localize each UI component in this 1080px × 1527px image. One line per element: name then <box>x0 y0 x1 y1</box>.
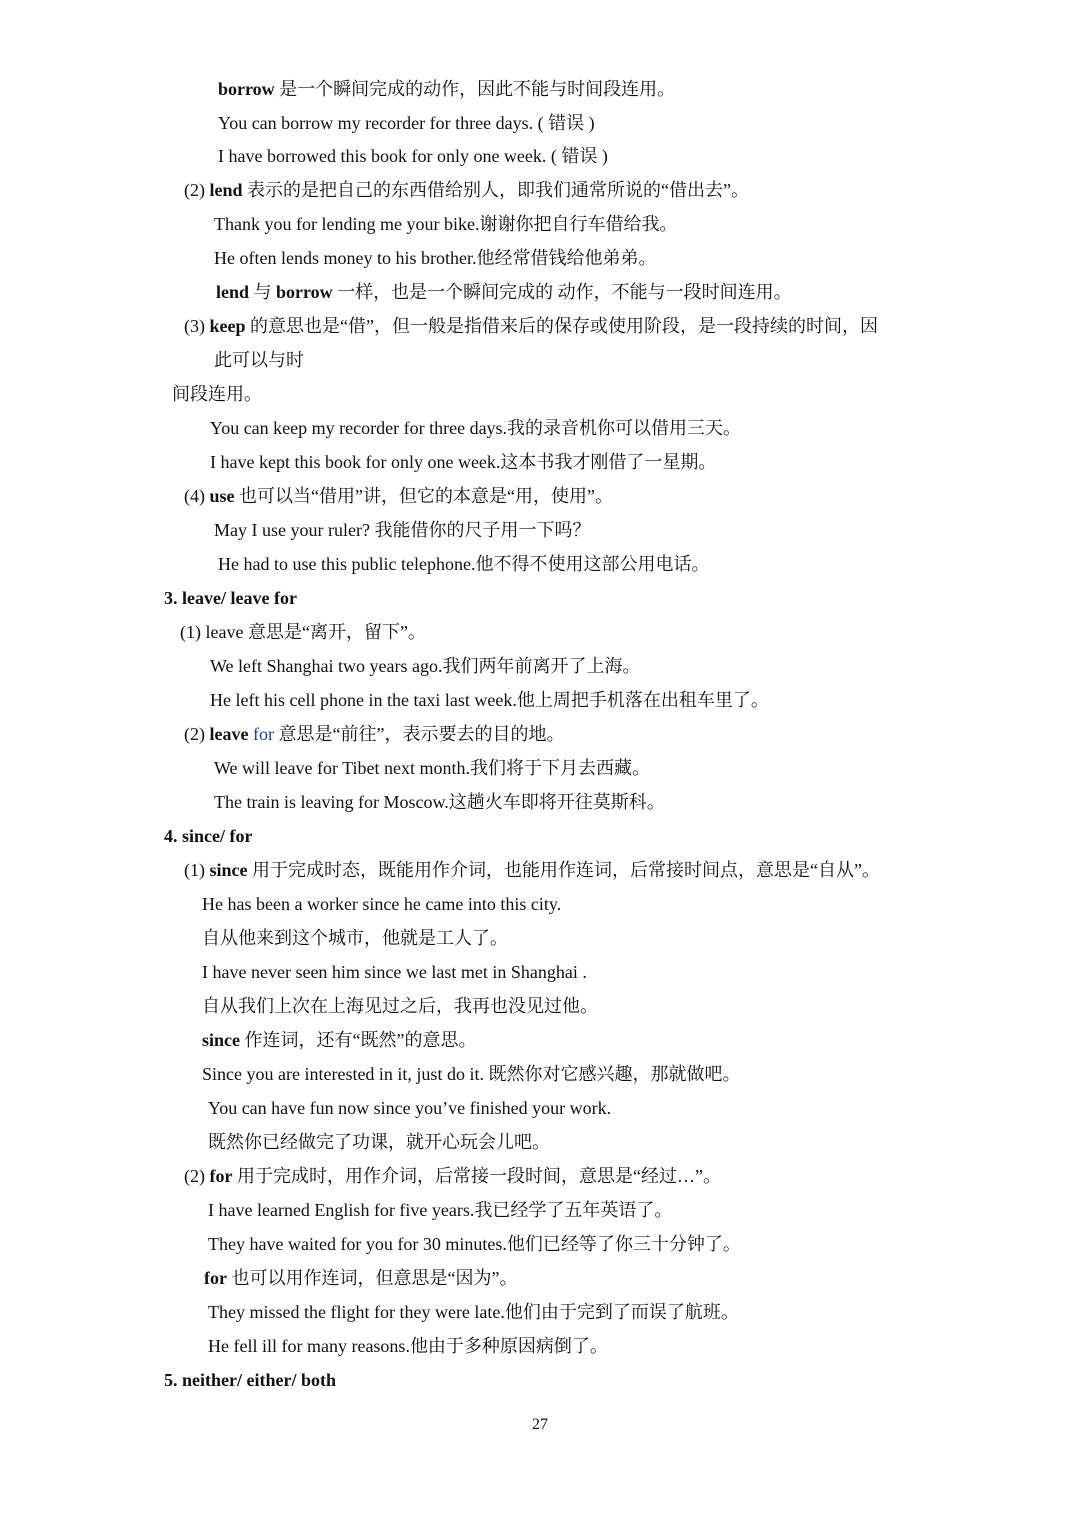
text-line <box>184 1163 721 1189</box>
text-segment: We will leave for Tibet next month.我们将于下月去西藏。 <box>214 758 651 778</box>
text-line <box>172 381 262 407</box>
text-segment: He often lends money to his brother.他经常借钱给他弟弟。 <box>214 248 657 268</box>
text-line <box>214 789 665 815</box>
text-segment: 自从他来到这个城市，他就是工人了。 <box>202 928 508 948</box>
text-segment: 用于完成时态，既能用作介词，也能用作连词，后常接时间点，意思是“自从”。 <box>247 860 880 880</box>
text-line <box>218 143 608 169</box>
text-line <box>184 857 880 883</box>
text-line <box>218 551 709 577</box>
text-segment: 也可以当“借用”讲，但它的本意是“用，使用”。 <box>234 486 613 506</box>
text-line <box>164 585 297 611</box>
text-line <box>208 1299 739 1325</box>
text-line <box>210 415 741 441</box>
text-segment: We left Shanghai two years ago.我们两年前离开了上海。 <box>210 656 641 676</box>
page-number: 27 <box>532 1416 548 1433</box>
text-segment: (2) <box>184 1166 210 1186</box>
text-line <box>210 449 716 475</box>
text-segment: 间段连用。 <box>172 384 262 404</box>
text-line <box>202 891 561 917</box>
keyword: since <box>209 860 248 880</box>
text-line <box>214 347 304 373</box>
text-line <box>164 1367 336 1393</box>
text-line <box>218 76 675 102</box>
text-segment: 与 <box>249 282 277 302</box>
text-segment: Thank you for lending me your bike.谢谢你把自行车借给我。 <box>214 214 678 234</box>
text-line <box>218 110 595 136</box>
text-segment: You can keep my recorder for three days.我的录音机你可以借用三天。 <box>210 418 742 438</box>
text-segment: 的意思也是“借”，但一般是指借来后的保存或使用阶段，是一段持续的时间，因 <box>245 316 878 336</box>
keyword: 5. neither/ either/ both <box>164 1370 336 1390</box>
text-line <box>208 1129 550 1155</box>
text-line <box>180 619 426 645</box>
text-segment: The train is leaving for Moscow.这趟火车即将开往莫斯科。 <box>214 792 665 812</box>
keyword: borrow <box>276 282 333 302</box>
text-segment: They missed the flight for they were late.他们由于完到了而误了航班。 <box>208 1302 739 1322</box>
text-segment: 一样，也是一个瞬间完成的 动作，不能与一段时间连用。 <box>332 282 792 302</box>
text-segment: You can borrow my recorder for three days. ( 错误 ) <box>218 113 595 133</box>
text-segment: May I use your ruler? 我能借你的尺子用一下吗？ <box>214 520 591 540</box>
keyword: keep <box>209 316 246 336</box>
keyword: lend <box>216 282 250 302</box>
text-segment: 自从我们上次在上海见过之后，我再也没见过他。 <box>202 996 598 1016</box>
keyword: for <box>209 1166 233 1186</box>
text-line <box>214 211 677 237</box>
text-segment: He left his cell phone in the taxi last week.他上周把手机落在出租车里了。 <box>210 690 769 710</box>
keyword: 4. since/ for <box>164 826 253 846</box>
text-line <box>210 687 769 713</box>
text-line <box>202 993 598 1019</box>
text-segment: I have kept this book for only one week.这本书我才刚借了一星期。 <box>210 452 717 472</box>
keyword: leave <box>209 724 249 744</box>
text-segment: I have learned English for five years.我已经学了五年英语了。 <box>208 1200 673 1220</box>
text-line <box>214 755 650 781</box>
text-segment: He had to use this public telephone.他不得不使用这部公用电话。 <box>218 554 710 574</box>
text-line <box>208 1197 672 1223</box>
text-segment: 是一个瞬间完成的动作，因此不能与时间段连用。 <box>274 79 676 99</box>
text-segment: 作连词，还有“既然”的意思。 <box>240 1030 477 1050</box>
text-segment: You can have fun now since you’ve finished your work. <box>208 1098 612 1118</box>
text-segment: They have waited for you for 30 minutes.他们已经等了你三十分钟了。 <box>208 1234 741 1254</box>
text-segment: 意思是“前往”，表示要去的目的地。 <box>273 724 565 744</box>
text-segment: 表示的是把自己的东西借给别人，即我们通常所说的“借出去”。 <box>242 180 749 200</box>
text-line <box>214 517 590 543</box>
keyword: 3. leave/ leave for <box>164 588 297 608</box>
text-segment: Since you are interested in it, just do it. 既然你对它感兴趣，那就做吧。 <box>202 1064 741 1084</box>
text-segment: 既然你已经做完了功课，就开心玩会儿吧。 <box>208 1132 550 1152</box>
text-segment: (1) leave 意思是“离开，留下”。 <box>180 622 426 642</box>
text-segment: for <box>252 724 274 744</box>
text-line <box>210 653 640 679</box>
text-line <box>208 1333 608 1359</box>
text-line <box>164 823 252 849</box>
text-segment: I have never seen him since we last met in Shanghai . <box>202 962 587 982</box>
text-line <box>208 1231 741 1257</box>
text-line <box>208 1095 611 1121</box>
keyword: use <box>209 486 235 506</box>
text-segment: (2) <box>184 180 210 200</box>
text-segment: I have borrowed this book for only one week. ( 错误 ) <box>218 146 608 166</box>
text-segment: He fell ill for many reasons.他由于多种原因病倒了。 <box>208 1336 608 1356</box>
text-segment: He has been a worker since he came into this city. <box>202 894 562 914</box>
text-line <box>202 1027 476 1053</box>
text-segment: (3) <box>184 316 210 336</box>
text-segment: 也可以用作连词，但意思是“因为”。 <box>226 1268 518 1288</box>
text-line <box>184 721 564 747</box>
text-segment: (2) <box>184 724 210 744</box>
text-line <box>202 959 587 985</box>
keyword: since <box>202 1030 240 1050</box>
text-segment: 此可以与时 <box>214 350 304 370</box>
text-segment: 用于完成时，用作介词，后常接一段时间，意思是“经过…”。 <box>232 1166 721 1186</box>
text-segment: (1) <box>184 860 210 880</box>
keyword: borrow <box>218 79 275 99</box>
text-line <box>216 279 792 305</box>
text-line <box>184 313 878 339</box>
text-line <box>184 177 749 203</box>
keyword: lend <box>209 180 243 200</box>
text-segment: (4) <box>184 486 210 506</box>
text-line <box>214 245 656 271</box>
keyword: for <box>204 1268 227 1288</box>
text-line <box>204 1265 517 1291</box>
text-line <box>202 925 508 951</box>
text-line <box>184 483 613 509</box>
text-line <box>202 1061 740 1087</box>
